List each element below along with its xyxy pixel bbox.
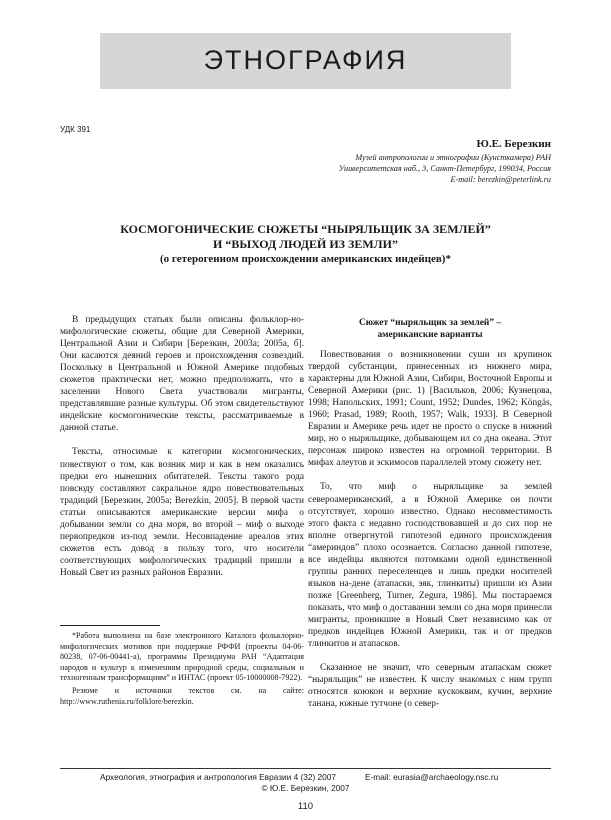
left-column [60,314,304,579]
copyright: © Ю.Е. Березкин, 2007 [261,783,350,793]
section-heading [308,318,552,341]
paragraph: Сказанное не значит, что северным атапаскам сюжет “ныряльщик” не известен. К числу знакомых с ним групп относятся коюкон и верхние кускоквим, кучин, верхние танана, южные тутчоне (о север- [308,663,552,710]
right-column [308,349,552,710]
section-heading-line-2: американские варианты [377,329,483,340]
article-title [80,222,531,267]
title-subtitle: (о гетерогенном происхождении американских индейцев)* [160,253,451,265]
affiliation-email: E-mail: berezkin@peterlink.ru [450,175,551,184]
paragraph: Повествования о возникновении суши из крупинок твердой субстанции, принесенных из нижнего мира, характерны для Южной Азии, Сибири, Восточной Европы и Северной Америки (рис. 1) [Васильков, 2006; Кузнецова, 1998; Напольских, 1991; Count, 1952; Dundes, 1962; Köngäs, 1960; Prasad, 1989; Rooth, 1957; Walk, 1933]. В Северной Евразии и Америке речь идет не просто о спуске в нижний мир, но о ныряльщике, добывающем ил со дна океана. Этот персонаж широко известен на огромной территории. В мифах алеутов и эскимосов параллелей этому сюжету нет. [308,350,552,469]
author-affiliation [221,152,551,185]
footer-divider [60,768,551,769]
udc-code: УДК 391 [60,125,91,134]
paragraph: Тексты, относимые к категории космогонических, повествуют о том, как возник мир и как в нем оказались предки его нынешних обитателей. Тексты такого рода повсюду составляют сакральное ядро повествовательных традиций [Березкин, 2005а; Berezkin, 2005]. В первой части статьи описываются американские версии мифа о добывании земли со дна моря, во второй – миф о выходе первопредков из-под земли. Несовпадение ареалов этих сюжетов есть довод в пользу того, что носители соответствующих мифологических традиций пришли в Новый Свет из разных районов Евразии. [60,447,304,578]
footnote-text: *Работа выполнена на базе электронного Каталога фольклорно-мифологических мотивов при поддержке РФФИ (проекты 04-06-80238, 07-06-00441-а), программы Президиума РАН “Адаптация народов и культур к изменениям природной среды, социальным и техногенным трансформациям” и ИНТАС (проект 05-10000008-7922). [60,631,304,683]
section-banner [100,33,511,89]
title-line-1: КОСМОГОНИЧЕСКИЕ СЮЖЕТЫ “НЫРЯЛЬЩИК ЗА ЗЕМЛЕЙ” [120,222,491,236]
page-number: 110 [297,801,314,812]
author-name: Ю.Е. Березкин [476,138,551,150]
paragraph: То, что миф о ныряльщике за землей североамериканский, а в Южной Америке он почти отсутствует, хорошо известно. Однако несовместимость этого факта с недавно господствовавшей и до сих пор не вполне отвергнутой гипотезой единого происхождения “америндов” плохо осознается. Согласно данной гипотезе, все индейцы являются потомками одной единственной группы ранних переселенцев и лишь предки носителей языков на-дене (атапаски, эяк, тлинкиты) пришли из Азии позже [Greenberg, Turner, Zegura, 1986]. Мы постараемся показать, что миф о доставании земли со дна моря принесли мигранты, проникшие в Новый Свет независимо как от предков индейцев Южной Америки, так и от предков тлинкитов и атапасков. [308,482,552,650]
journal-email: E-mail: eurasia@archaeology.nsc.ru [365,772,499,782]
section-title: ЭТНОГРАФИЯ [203,45,408,75]
footnotes [60,631,304,707]
title-line-2: И “ВЫХОД ЛЮДЕЙ ИЗ ЗЕМЛИ” [213,237,398,251]
footnote-text: Резюме и источники текстов см. на сайте: http://www.ruthenia.ru/folklore/berezkin. [60,685,304,706]
footnote-divider [60,625,160,626]
journal-citation: Археология, этнография и антропология Евразии 4 (32) 2007 [100,772,337,782]
paragraph: В предыдущих статьях были описаны фольклор-но-мифологические сюжеты, общие для Северной Америки, Центральной Азии и Сибири [Березкин, 2003а; 2005а, б]. Они касаются деяний героев и происхождения созвездий. Поскольку в Центральной и Южной Америке подобных сюжетов практически нет, можно предположить, что в заселении Нового Света участвовали мигранты, представлявшие разные культуры. Об этом свидетельствуют индейские космогонические тексты, рассматриваемые в данной статье. [60,315,304,434]
affiliation-institution: Музей антропологии и этнографии (Кунсткамера) РАН [355,153,551,162]
section-heading-line-1: Сюжет “ныряльщик за землей” – [358,318,502,328]
affiliation-address: Университетская наб., 3, Санкт-Петербург, 199034, Россия [338,164,551,173]
